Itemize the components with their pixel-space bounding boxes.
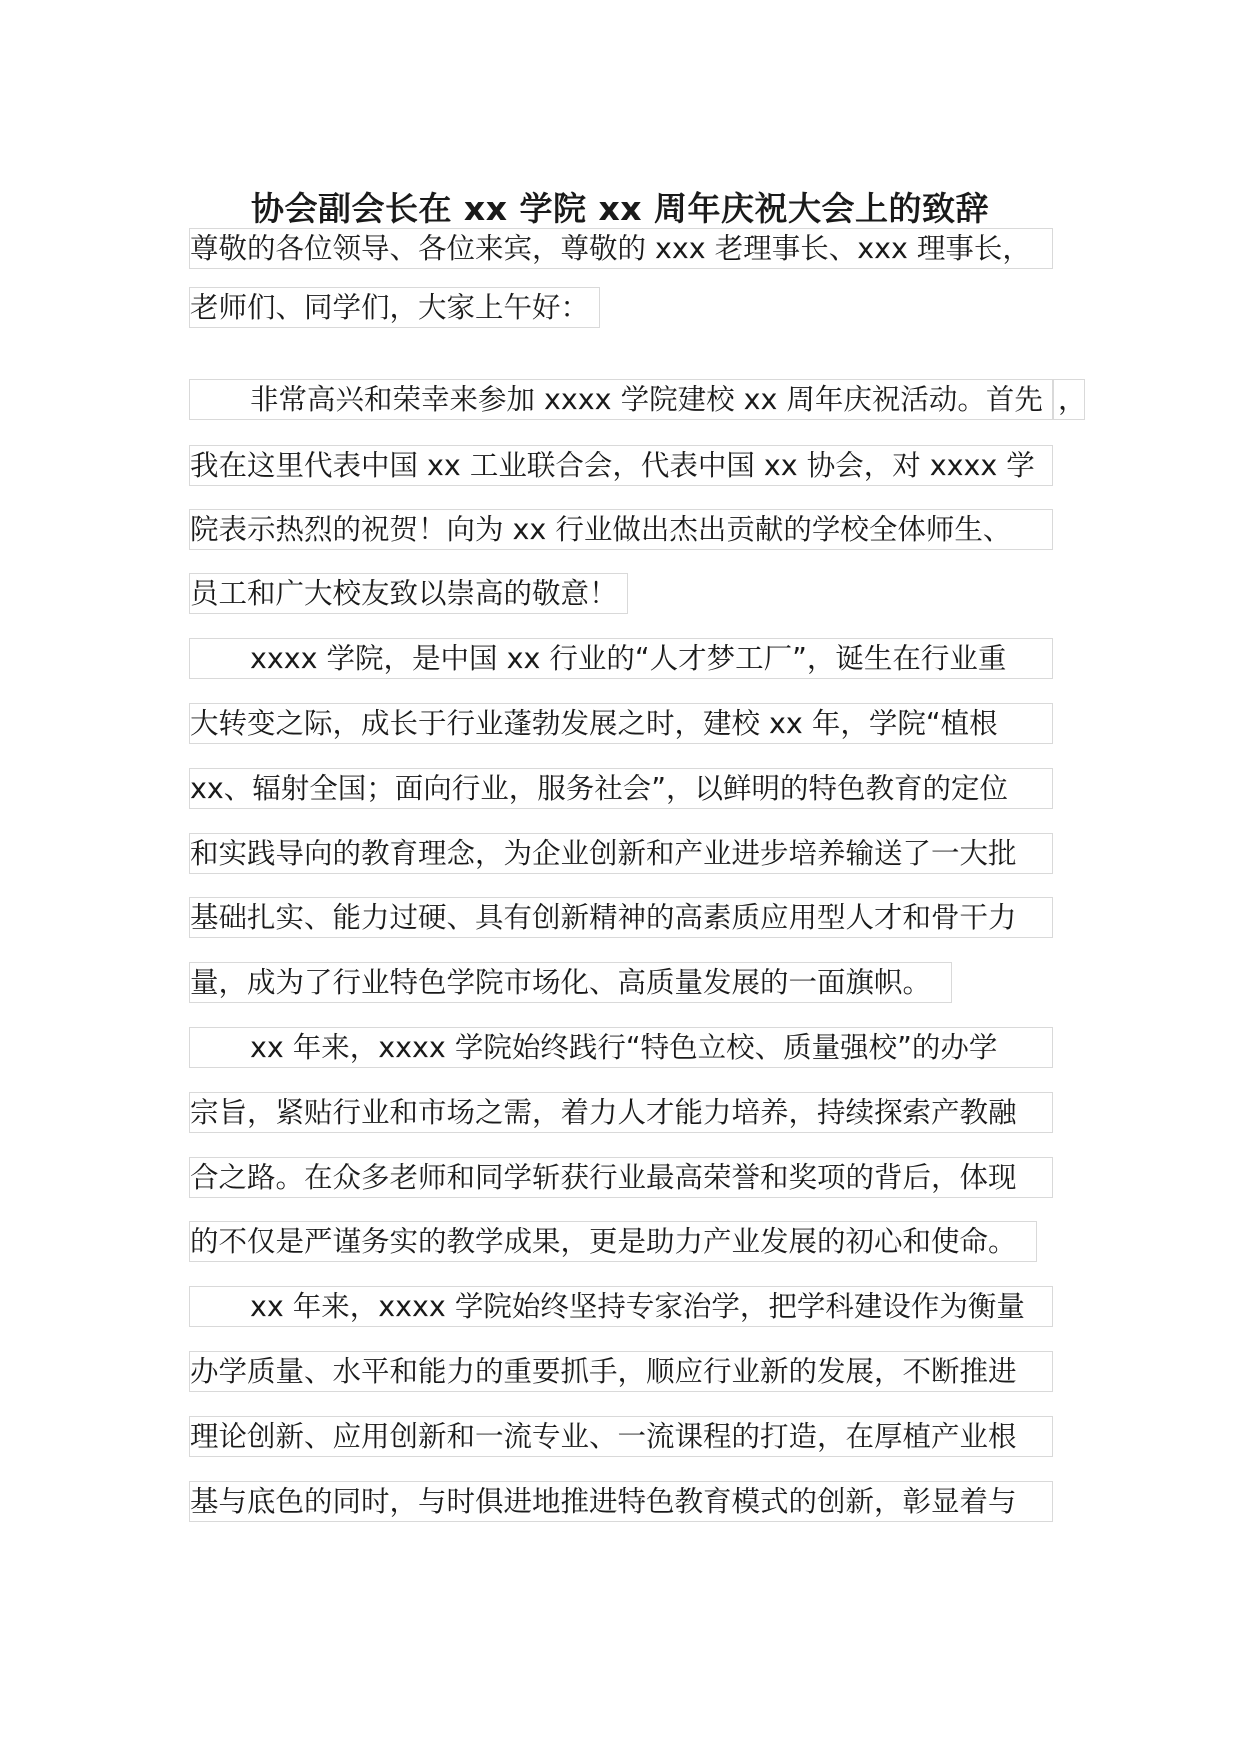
text-line: 基础扎实、能力过硬、具有创新精神的高素质应用型人才和骨干力: [189, 897, 1053, 938]
text-line: 尊敬的各位领导、各位来宾，尊敬的 xxx 老理事长、xxx 理事长，: [189, 228, 1053, 269]
paragraph-first-line: xx 年来，xxxx 学院始终践行“特色立校、质量强校”的办学: [189, 1027, 1053, 1068]
text-line: 院表示热烈的祝贺！向为 xx 行业做出杰出贡献的学校全体师生、: [189, 509, 1053, 550]
text-line: 理论创新、应用创新和一流专业、一流课程的打造，在厚植产业根: [189, 1416, 1053, 1457]
paragraph-first-line: xx 年来，xxxx 学院始终坚持专家治学，把学科建设作为衡量: [189, 1286, 1053, 1327]
text-line: 办学质量、水平和能力的重要抓手，顺应行业新的发展，不断推进: [189, 1351, 1053, 1392]
document-title: 协会副会长在 xx 学院 xx 周年庆祝大会上的致辞: [250, 189, 990, 228]
text-line: 大转变之际，成长于行业蓬勃发展之时，建校 xx 年，学院“植根: [189, 703, 1053, 744]
text-line: xx、辐射全国；面向行业，服务社会”，以鲜明的特色教育的定位: [189, 768, 1053, 809]
text-line: 量，成为了行业特色学院市场化、高质量发展的一面旗帜。: [189, 962, 952, 1003]
text-line: 员工和广大校友致以崇高的敬意！: [189, 573, 628, 614]
text-line: 老师们、同学们，大家上午好：: [189, 287, 600, 328]
paragraph-first-line: 非常高兴和荣幸来参加 xxxx 学院建校 xx 周年庆祝活动。首先: [189, 379, 1053, 420]
text-line-trailing-comma: ，: [1053, 379, 1085, 420]
text-line: 基与底色的同时，与时俱进地推进特色教育模式的创新，彰显着与: [189, 1481, 1053, 1522]
text-line: 合之路。在众多老师和同学斩获行业最高荣誉和奖项的背后，体现: [189, 1157, 1053, 1198]
text-line: 宗旨，紧贴行业和市场之需，着力人才能力培养，持续探索产教融: [189, 1092, 1053, 1133]
text-line: 的不仅是严谨务实的教学成果，更是助力产业发展的初心和使命。: [189, 1221, 1037, 1262]
text-line: 和实践导向的教育理念，为企业创新和产业进步培养输送了一大批: [189, 833, 1053, 874]
text-line: 我在这里代表中国 xx 工业联合会，代表中国 xx 协会，对 xxxx 学: [189, 445, 1053, 486]
paragraph-first-line: xxxx 学院，是中国 xx 行业的“人才梦工厂”，诞生在行业重: [189, 638, 1053, 679]
